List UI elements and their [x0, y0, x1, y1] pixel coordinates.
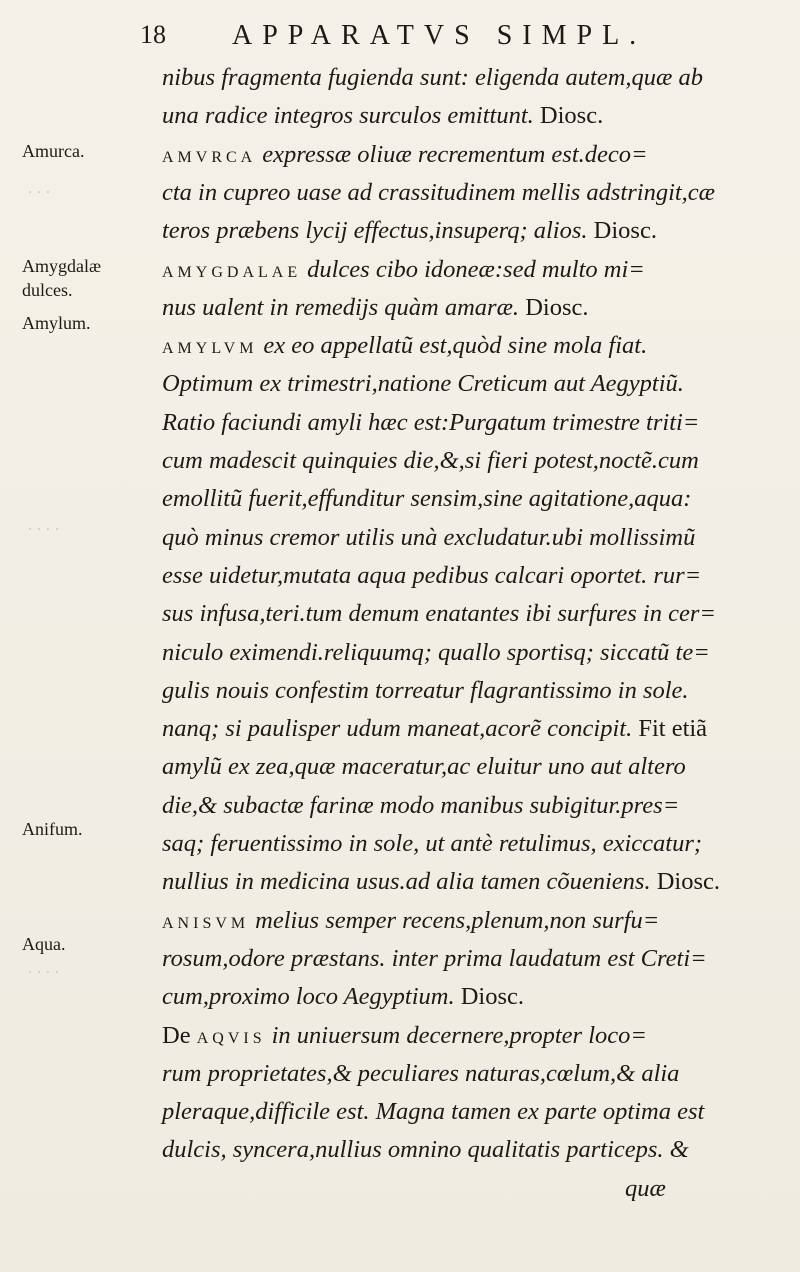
line-text: rosum,odore præstans. inter prima laudatum est Creti=	[162, 944, 707, 972]
margin-note-anisum: Anifum.	[22, 819, 83, 839]
text-line	[162, 449, 699, 474]
text-line	[162, 255, 645, 283]
text-line	[162, 487, 691, 512]
margin-note-amurca: Amurca.	[22, 141, 85, 161]
line-text: nullius in medicina usus.ad alia tamen cõueniens.	[162, 868, 651, 896]
text-line	[162, 832, 702, 857]
lemma-word: AMYGDALAE	[162, 263, 302, 281]
source-citation: Diosc.	[593, 217, 657, 245]
line-text: emollitũ fuerit,effunditur sensim,sine agitatione,aqua:	[162, 485, 692, 513]
line-text: saq; feruentissimo in sole, ut antè retulimus, exiccatur;	[162, 830, 703, 857]
text-line	[162, 178, 716, 206]
line-prefix: De	[162, 1021, 191, 1049]
line-text: ex eo appellatũ est,quòd sine mola fiat.	[263, 332, 648, 360]
text-line	[162, 985, 524, 1010]
line-text: amylũ ex zea,quæ maceratur,ac eluitur uno aut altero	[162, 753, 686, 781]
text-line	[162, 66, 703, 91]
text-line	[162, 293, 589, 321]
line-text: pleraque,difficile est. Magna tamen ex parte optima est	[162, 1098, 705, 1126]
line-text: rum proprietates,& peculiares naturas,cœlum,& alia	[162, 1059, 680, 1087]
line-text: gulis nouis confestim torreatur flagrantissimo in sole.	[162, 676, 689, 704]
text-line	[625, 1174, 666, 1202]
line-text: niculo eximendi.reliquumq; quallo sportisq; siccatũ te=	[162, 638, 710, 666]
line-text: dulces cibo idoneæ:sed multo mi=	[307, 255, 645, 283]
text-line	[162, 140, 648, 168]
line-text: Optimum ex trimestri,natione Creticum aut Aegyptiũ.	[162, 370, 684, 398]
text-line	[162, 906, 660, 934]
line-text: esse uidetur,mutata aqua pedibus calcari oportet. rur=	[162, 561, 702, 589]
source-citation: Diosc.	[525, 293, 589, 321]
text-line	[162, 1059, 680, 1087]
lemma-word: ANISVM	[162, 914, 250, 932]
line-text: una radice integros surculos emittunt.	[162, 102, 534, 130]
source-citation: Diosc.	[656, 868, 721, 896]
text-line	[162, 561, 702, 589]
faint-mark: · · · ·	[28, 965, 60, 981]
source-citation: Diosc.	[539, 102, 604, 130]
lemma-word: AMVRCA	[162, 148, 257, 166]
line-text: quæ	[625, 1174, 666, 1202]
line-text: cum,proximo loco Aegyptium.	[162, 983, 455, 1011]
faint-mark: · · ·	[28, 185, 51, 201]
page-number: 18	[140, 20, 166, 49]
faint-mark: · · · ·	[28, 522, 60, 538]
line-text: cta in cupreo uase ad crassitudinem mellis adstringit,cæ	[162, 178, 716, 206]
text-line	[162, 602, 716, 627]
text-line	[162, 523, 696, 551]
line-text: cum madescit quinquies die,&,si fieri potest,noctẽ.cum	[162, 447, 699, 474]
margin-note-amylum: Amylum.	[22, 313, 91, 333]
line-text: die,& subactæ farinæ modo manibus subigitur.pres=	[162, 791, 680, 819]
page-header	[140, 20, 700, 60]
line-text: teros præbens lycij effectus,insuperq; alios.	[162, 217, 588, 245]
text-line	[162, 104, 603, 129]
text-line	[162, 219, 657, 244]
line-text: quò minus cremor utilis unà excludatur.ubi mollissimũ	[162, 523, 696, 551]
text-line	[162, 944, 707, 972]
lemma-word: AMYLVM	[162, 340, 258, 358]
line-text: in uniuersum decernere,propter loco=	[271, 1021, 647, 1049]
running-title: APPARATVS SIMPL.	[232, 20, 647, 51]
text-line	[162, 638, 710, 666]
text-line	[162, 372, 684, 397]
line-text: nibus fragmenta fugienda sunt: eligenda autem,quæ ab	[162, 64, 703, 91]
source-citation: Diosc.	[460, 983, 524, 1011]
line-text: expressæ oliuæ recrementum est.deco=	[262, 140, 648, 168]
source-citation: Fit etiã	[638, 715, 708, 743]
line-text: sus infusa,teri.tum demum enatantes ibi surfures in cer=	[162, 600, 716, 628]
line-text: nanq; si paulisper udum maneat,acorẽ concipit.	[162, 715, 633, 743]
text-line	[162, 755, 686, 780]
text-line	[162, 408, 700, 436]
text-line	[162, 1100, 704, 1125]
text-line	[162, 791, 680, 819]
line-text: nus ualent in remedijs quàm amaræ.	[162, 293, 520, 321]
line-text: dulcis, syncera,nullius omnino qualitatis particeps. &	[162, 1136, 689, 1164]
text-line	[162, 334, 647, 359]
text-line	[162, 870, 720, 895]
margin-note-dulces: dulces.	[22, 280, 73, 300]
margin-note-aqua: Aqua.	[22, 934, 66, 954]
text-line	[162, 676, 689, 704]
margin-note-amygdalae: Amygdalæ	[22, 256, 101, 276]
text-line	[162, 1138, 689, 1163]
text-line	[162, 717, 707, 742]
lemma-word: AQVIS	[196, 1029, 266, 1047]
line-text: melius semper recens,plenum,non surfu=	[255, 906, 660, 934]
line-text: Ratio faciundi amyli hæc est:Purgatum trimestre triti=	[162, 408, 700, 436]
text-line	[162, 1021, 647, 1049]
